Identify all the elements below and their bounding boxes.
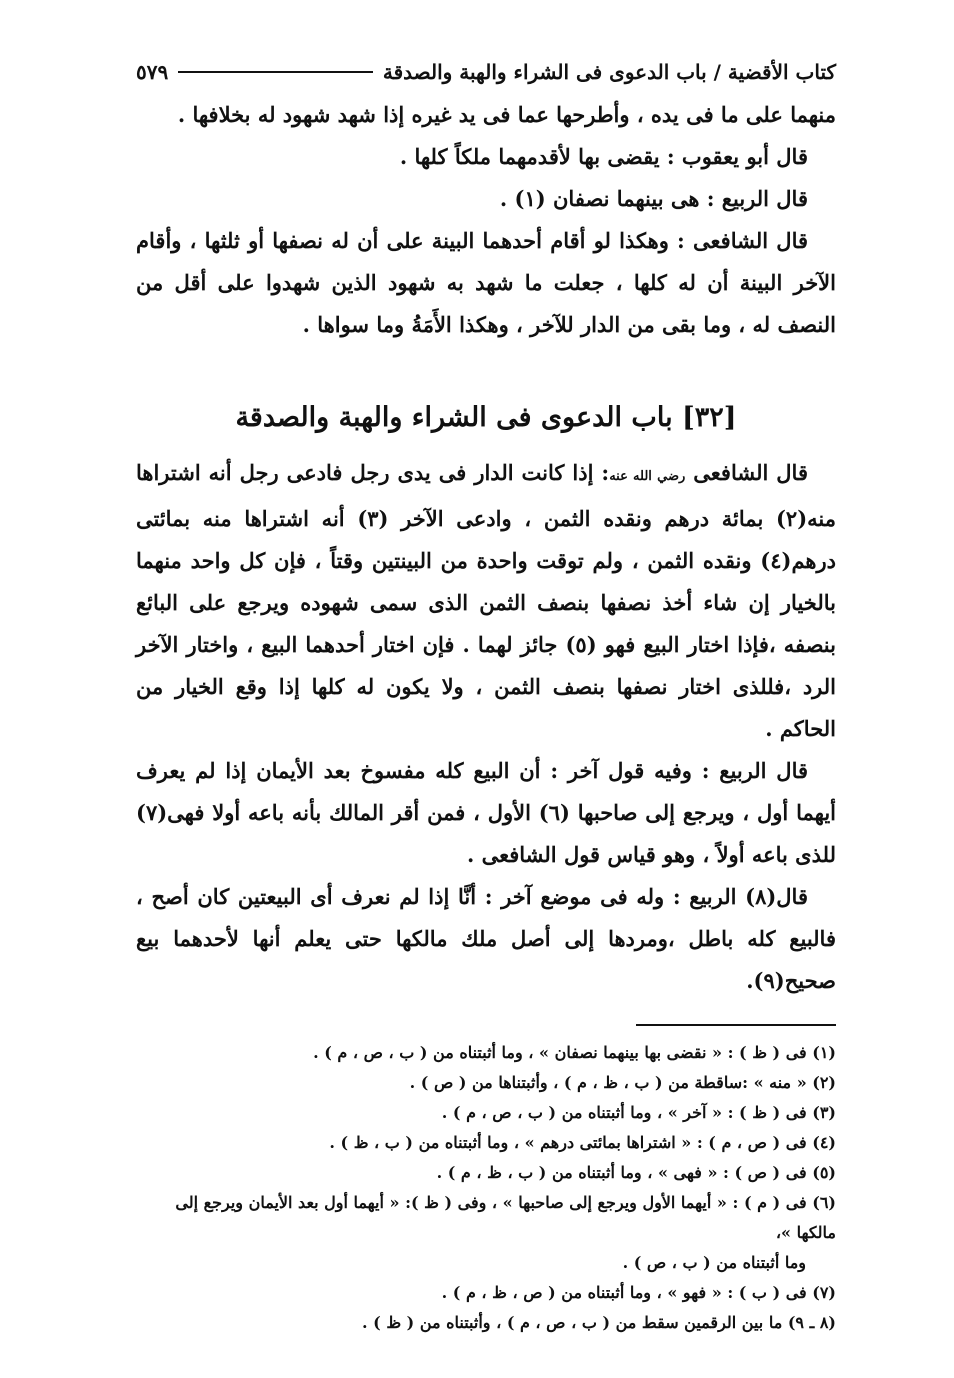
- footnote-6: (٦) فى ( م ) : « أيهما الأول ويرجع إلى صاحبها » ، وفى ( ظ ): « أيهما أول بعد الأيمان ويرجع إلى مالكها »،: [175, 1193, 836, 1242]
- paragraph-3: قال الربيع : هى بينهما نصفان (١) .: [499, 186, 808, 211]
- honorific: رضي الله عنه: [609, 469, 686, 484]
- section-paragraph-1: [136, 452, 836, 750]
- footnote-3: (٣) فى ( ظ ) : « آخر » ، وما أثبتناه من ( ب ، ص ، م ) .: [441, 1103, 836, 1122]
- footnote-4: (٤) فى ( ص ، م ) : « اشتراها بمائتى درهم » ، وما أثبتناه من ( ب ، ظ ) .: [329, 1133, 836, 1152]
- section-paragraph-2: قال الربيع : وفيه قول آخر : أن البيع كله مفسوخ بعد الأيمان إذا لم يعرف أيهما أول ، ويرجع إلى صاحبها (٦) الأول ، فمن أقر المالك بأنه باعه أولا فهى(٧) للذى باعه أولاً ، وهو قياس قول الشافعى .: [136, 758, 836, 867]
- running-head: [136, 50, 836, 94]
- header-rule: [178, 71, 373, 73]
- paragraph-2: قال أبو يعقوب : يقضى بها لأقدمهما ملكاً كلها .: [399, 144, 808, 169]
- paragraph-4-text: : وهكذا لو أقام أحدهما البينة على أن له نصفها أو ثلثها ، وأقام الآخر البينة أن له كلها ، جعلت ما شهد به شهود الذين شهدوا على أقل من النصف له ، وما بقى من الدار للآخر ، وهكذا الأَمَةُ وما سواها .: [136, 228, 836, 337]
- section-paragraph-3: قال(٨) الربيع : وله فى موضع آخر : أنَّا إذا لم نعرف أى البيعتين كان أصح ، فالبيع كله باطل ،ومردها إلى أصل ملك مالكها حتى يعلم أنها لأحدهما بيع صحيح(٩).: [136, 884, 836, 993]
- footnote-6-continued: وما أثبتناه من ( ب ، ص ) .: [622, 1253, 806, 1272]
- running-title: كتاب الأقضية / باب الدعوى فى الشراء والهبة والصدقة: [382, 60, 836, 84]
- speaker-shafii: قال الشافعى: [693, 228, 809, 253]
- footnote-5: (٥) فى ( ص ) : « فهى » ، وما أثبتناه من ( ب ، ظ ، م ) .: [436, 1163, 836, 1182]
- section-paragraph-1-text: : إذا كانت الدار فى يدى رجل فادعى رجل أنه اشتراها منه(٢) بمائة درهم ونقده الثمن ، وادعى الآخر (٣) أنه اشتراها منه بمائتى درهم(٤) ونقده الثمن ، ولم توقت واحدة من البينتين وقتاً ، فإن كل واحد منهما بالخيار إن شاء أخذ نصفها بنصف الثمن الذى سمى شهوده ويرجع على البائع بنصفه ،فإذا اختار البيع فهو (٥) جائز لهما . فإن اختار أحدهما البيع ، واختار الآخر الرد ،فللذى اختار نصفها بنصف الثمن ، ولا يكون له كلها إذا وقع الخيار من الحاكم .: [136, 460, 836, 741]
- section-title: [٣٢] باب الدعوى فى الشراء والهبة والصدقة: [235, 402, 737, 433]
- footnote-1: (١) فى ( ظ ) : « نقضى بها بينهما نصفان » ، وما أثبتناه من ( ب ، ص ، م ) .: [313, 1043, 836, 1062]
- footnotes: [136, 1038, 836, 1338]
- footnote-2: (٢) « منه » :ساقطة من ( ب ، ظ ، م ) ، وأثبتناها من ( ص ) .: [409, 1073, 836, 1092]
- paragraph-4: [136, 220, 836, 346]
- page-number: ٥٧٩: [136, 60, 169, 84]
- footnote-rule: [636, 1024, 836, 1026]
- footnote-8-9: (٨ ـ ٩) ما بين الرقمين سقط من ( ب ، ص ، م ) ، وأثبتناه من ( ظ ) .: [362, 1313, 836, 1332]
- speaker-shafii-2: قال الشافعى: [693, 460, 808, 485]
- footnote-7: (٧) فى ( ب ) : « فهو » ، وما أثبتناه من ( ص ، ظ ، م ) .: [441, 1283, 836, 1302]
- paragraph-1: منهما على ما فى يده ، وأطرحها عما فى يد غيره إذا شهد شهود له بخلافها .: [177, 102, 836, 127]
